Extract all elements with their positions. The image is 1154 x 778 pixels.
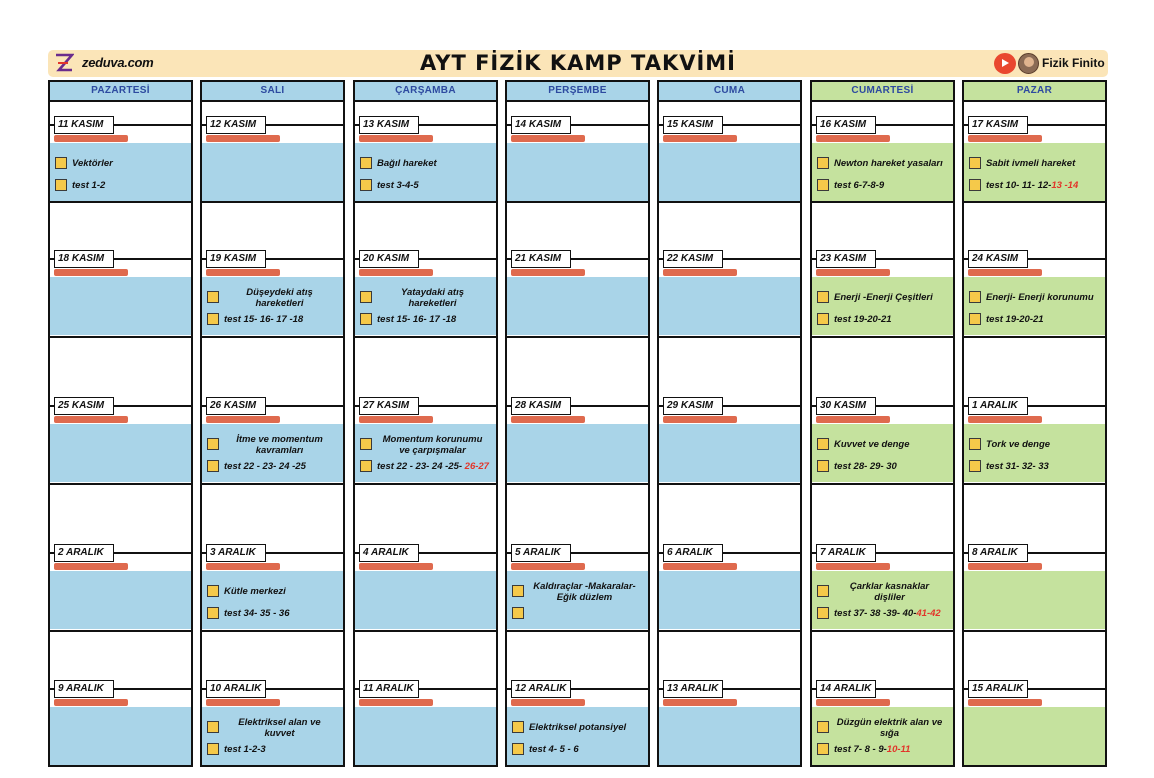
task-checkbox[interactable]	[817, 157, 829, 169]
date-label: 21 KASIM	[511, 250, 571, 268]
task-text-main: Tork ve denge	[986, 439, 1051, 450]
row-divider	[505, 630, 650, 632]
task-text-extra: 10-11	[886, 744, 911, 755]
row-divider	[200, 201, 345, 203]
row-divider	[810, 201, 955, 203]
task-checkbox[interactable]	[360, 291, 372, 303]
date-bar	[816, 135, 890, 142]
date-bar	[968, 416, 1042, 423]
task-text-main: test 22 - 23- 24 -25	[224, 461, 306, 472]
task-text-main: Elektriksel alan ve kuvvet	[238, 717, 321, 739]
date-bar	[816, 563, 890, 570]
task-checkbox[interactable]	[817, 721, 829, 733]
task-checkbox[interactable]	[55, 157, 67, 169]
row-divider	[657, 201, 802, 203]
date-label: 1 ARALIK	[968, 397, 1028, 415]
date-bar	[816, 416, 890, 423]
task-text-main: Düzgün elektrik alan ve sığa	[836, 717, 943, 739]
task-checkbox[interactable]	[512, 585, 524, 597]
task-text-main: Bağıl hareket	[377, 158, 437, 169]
date-label: 28 KASIM	[511, 397, 571, 415]
task-area	[964, 707, 1105, 765]
task-text-main: test 37- 38 -39- 40-	[834, 608, 917, 619]
task-text	[224, 717, 335, 739]
date-label: 20 KASIM	[359, 250, 419, 268]
date-bar	[359, 135, 433, 142]
task-text	[834, 608, 941, 619]
day-header-2: SALI	[200, 80, 345, 102]
task-text	[834, 180, 884, 191]
avatar	[1018, 53, 1039, 74]
date-bar	[206, 416, 280, 423]
task-checkbox[interactable]	[969, 291, 981, 303]
task-text-main: test 10- 11- 12-	[986, 180, 1052, 191]
task-checkbox[interactable]	[207, 743, 219, 755]
task-text-main: test 22 - 23- 24 -25-	[377, 461, 463, 472]
date-bar	[511, 699, 585, 706]
task-text	[834, 158, 943, 169]
row-divider	[48, 483, 193, 485]
task-text	[377, 180, 419, 191]
date-label: 25 KASIM	[54, 397, 114, 415]
task-checkbox[interactable]	[207, 460, 219, 472]
task-text-extra: 41-42	[916, 608, 941, 619]
date-label: 12 KASIM	[206, 116, 266, 134]
task-text-main: Elektriksel potansiyel	[529, 722, 627, 733]
task-area	[659, 707, 800, 765]
task-text-main: test 19-20-21	[986, 314, 1044, 325]
date-bar	[816, 699, 890, 706]
task-checkbox[interactable]	[360, 157, 372, 169]
task-text	[834, 439, 910, 450]
task-text	[377, 314, 456, 325]
task-text-main: İtme ve momentum kavramları	[236, 434, 323, 456]
row-divider	[657, 630, 802, 632]
task-text	[224, 461, 306, 472]
row-divider	[48, 336, 193, 338]
task-checkbox[interactable]	[817, 460, 829, 472]
task-checkbox[interactable]	[207, 607, 219, 619]
date-label: 13 KASIM	[359, 116, 419, 134]
task-text-main: test 1-2	[72, 180, 106, 191]
task-area	[507, 424, 648, 482]
task-area	[50, 571, 191, 629]
task-area	[964, 571, 1105, 629]
task-text-main: test 6-7-8-9	[834, 180, 885, 191]
task-text-main: test 19-20-21	[834, 314, 892, 325]
date-label: 15 KASIM	[663, 116, 723, 134]
task-text-main: test 15- 16- 17 -18	[224, 314, 304, 325]
task-checkbox[interactable]	[512, 743, 524, 755]
date-bar	[663, 699, 737, 706]
date-label: 4 ARALIK	[359, 544, 419, 562]
date-label: 9 ARALIK	[54, 680, 114, 698]
date-bar	[206, 135, 280, 142]
channel-name: Fizik Finito	[1042, 56, 1105, 70]
row-divider	[962, 630, 1107, 632]
task-checkbox[interactable]	[969, 179, 981, 191]
task-text-main: Çarklar kasnaklar dişliler	[849, 581, 930, 603]
task-text	[224, 608, 289, 619]
day-header-6: CUMARTESİ	[810, 80, 955, 102]
task-text	[529, 581, 640, 603]
day-header-1: PAZARTESİ	[48, 80, 193, 102]
task-checkbox[interactable]	[360, 460, 372, 472]
task-text-main: Yataydaki atış hareketleri	[400, 287, 465, 309]
task-text-main: Sabit ivmeli hareket	[986, 158, 1076, 169]
date-bar	[54, 563, 128, 570]
date-label: 29 KASIM	[663, 397, 723, 415]
row-divider	[962, 336, 1107, 338]
row-divider	[810, 630, 955, 632]
task-text	[224, 314, 303, 325]
date-label: 7 ARALIK	[816, 544, 876, 562]
date-bar	[206, 699, 280, 706]
row-divider	[657, 336, 802, 338]
date-label: 11 ARALIK	[359, 680, 419, 698]
task-text-main: test 34- 35 - 36	[224, 608, 290, 619]
task-checkbox[interactable]	[969, 460, 981, 472]
day-header-5: CUMA	[657, 80, 802, 102]
task-text	[986, 461, 1049, 472]
task-text-main: Kaldıraçlar -Makaralar- Eğik düzlem	[533, 581, 636, 603]
task-checkbox[interactable]	[969, 438, 981, 450]
task-text-extra: 13 -14	[1051, 180, 1079, 191]
task-area	[50, 277, 191, 335]
task-checkbox[interactable]	[207, 291, 219, 303]
task-area	[659, 571, 800, 629]
date-label: 19 KASIM	[206, 250, 266, 268]
task-text	[377, 287, 488, 309]
date-bar	[511, 269, 585, 276]
task-text	[224, 586, 286, 597]
task-area	[507, 707, 648, 765]
task-text	[377, 434, 488, 456]
task-text-main: test 3-4-5	[377, 180, 419, 191]
task-area	[355, 707, 496, 765]
task-text-main: test 28- 29- 30	[834, 461, 897, 472]
task-text	[986, 314, 1044, 325]
date-label: 22 KASIM	[663, 250, 723, 268]
task-area	[202, 571, 343, 629]
task-text	[224, 434, 335, 456]
task-text	[377, 158, 437, 169]
task-text	[834, 314, 892, 325]
date-label: 5 ARALIK	[511, 544, 571, 562]
date-bar	[54, 699, 128, 706]
task-text-main: test 7- 8 - 9-	[834, 744, 887, 755]
date-label: 8 ARALIK	[968, 544, 1028, 562]
task-area	[659, 277, 800, 335]
date-bar	[663, 135, 737, 142]
task-text-main: Enerji- Enerji korunumu	[986, 292, 1094, 303]
task-area	[812, 424, 953, 482]
date-bar	[359, 699, 433, 706]
row-divider	[810, 483, 955, 485]
task-text-main: Newton hareket yasaları	[834, 158, 943, 169]
date-label: 15 ARALIK	[968, 680, 1028, 698]
task-text	[986, 158, 1075, 169]
row-divider	[353, 483, 498, 485]
date-label: 10 ARALIK	[206, 680, 266, 698]
date-bar	[968, 699, 1042, 706]
task-area	[50, 424, 191, 482]
date-label: 27 KASIM	[359, 397, 419, 415]
task-text	[986, 180, 1078, 191]
task-area	[507, 143, 648, 201]
date-bar	[206, 269, 280, 276]
task-text-main: Momentum korunumu ve çarpışmalar	[382, 434, 483, 456]
task-area	[659, 143, 800, 201]
date-label: 14 KASIM	[511, 116, 571, 134]
task-text-extra: 26-27	[462, 461, 489, 472]
task-checkbox[interactable]	[512, 607, 524, 619]
task-area	[50, 143, 191, 201]
task-checkbox[interactable]	[360, 179, 372, 191]
task-checkbox[interactable]	[817, 291, 829, 303]
task-checkbox[interactable]	[207, 313, 219, 325]
task-area	[507, 277, 648, 335]
date-bar	[54, 269, 128, 276]
row-divider	[505, 336, 650, 338]
task-text	[529, 744, 579, 755]
task-text-main: Kuvvet ve denge	[834, 439, 910, 450]
date-label: 23 KASIM	[816, 250, 876, 268]
date-label: 13 ARALIK	[663, 680, 723, 698]
task-text	[529, 722, 626, 733]
date-bar	[359, 563, 433, 570]
date-label: 11 KASIM	[54, 116, 114, 134]
day-header-7: PAZAR	[962, 80, 1107, 102]
task-area	[812, 277, 953, 335]
task-text	[224, 287, 335, 309]
date-bar	[511, 135, 585, 142]
task-area	[50, 707, 191, 765]
date-bar	[511, 416, 585, 423]
task-checkbox[interactable]	[817, 438, 829, 450]
date-label: 2 ARALIK	[54, 544, 114, 562]
row-divider	[657, 483, 802, 485]
task-checkbox[interactable]	[360, 313, 372, 325]
row-divider	[962, 483, 1107, 485]
task-text	[834, 717, 945, 739]
row-divider	[810, 336, 955, 338]
task-checkbox[interactable]	[817, 313, 829, 325]
date-bar	[663, 563, 737, 570]
task-checkbox[interactable]	[817, 179, 829, 191]
row-divider	[505, 201, 650, 203]
task-area	[964, 143, 1105, 201]
task-area	[812, 143, 953, 201]
site-name: zeduva.com	[82, 55, 154, 70]
date-label: 30 KASIM	[816, 397, 876, 415]
date-label: 18 KASIM	[54, 250, 114, 268]
task-text	[72, 180, 105, 191]
task-checkbox[interactable]	[55, 179, 67, 191]
task-text	[72, 158, 113, 169]
date-label: 26 KASIM	[206, 397, 266, 415]
task-text-main: test 4- 5 - 6	[529, 744, 579, 755]
task-checkbox[interactable]	[207, 585, 219, 597]
row-divider	[962, 201, 1107, 203]
row-divider	[48, 201, 193, 203]
task-text	[834, 292, 933, 303]
header-banner	[48, 50, 1108, 77]
task-text	[834, 461, 897, 472]
date-bar	[968, 269, 1042, 276]
row-divider	[505, 483, 650, 485]
task-area	[355, 571, 496, 629]
date-bar	[359, 416, 433, 423]
task-text	[224, 744, 266, 755]
task-text-main: test 1-2-3	[224, 744, 266, 755]
task-area	[659, 424, 800, 482]
task-text-main: Vektörler	[72, 158, 113, 169]
date-bar	[359, 269, 433, 276]
row-divider	[200, 483, 345, 485]
task-text	[834, 744, 910, 755]
date-bar	[968, 563, 1042, 570]
date-bar	[206, 563, 280, 570]
task-area	[355, 143, 496, 201]
task-text-main: Enerji -Enerji Çeşitleri	[834, 292, 933, 303]
row-divider	[353, 336, 498, 338]
task-checkbox[interactable]	[817, 585, 829, 597]
task-checkbox[interactable]	[207, 721, 219, 733]
task-text	[834, 581, 945, 603]
row-divider	[200, 630, 345, 632]
task-text	[986, 292, 1094, 303]
row-divider	[200, 336, 345, 338]
task-area	[964, 277, 1105, 335]
task-area	[964, 424, 1105, 482]
task-checkbox[interactable]	[969, 157, 981, 169]
date-label: 16 KASIM	[816, 116, 876, 134]
row-divider	[353, 201, 498, 203]
page-title: AYT FİZİK KAMP TAKVİMİ	[420, 51, 736, 75]
task-checkbox[interactable]	[207, 438, 219, 450]
task-checkbox[interactable]	[360, 438, 372, 450]
task-text-main: Düşeydeki atış hareketleri	[246, 287, 313, 309]
date-label: 24 KASIM	[968, 250, 1028, 268]
date-bar	[54, 135, 128, 142]
date-label: 12 ARALIK	[511, 680, 571, 698]
date-bar	[663, 269, 737, 276]
task-area	[202, 143, 343, 201]
date-bar	[816, 269, 890, 276]
date-label: 17 KASIM	[968, 116, 1028, 134]
date-bar	[54, 416, 128, 423]
row-divider	[353, 630, 498, 632]
task-text	[377, 461, 489, 472]
row-divider	[48, 630, 193, 632]
date-bar	[663, 416, 737, 423]
day-header-4: PERŞEMBE	[505, 80, 650, 102]
date-bar	[511, 563, 585, 570]
task-checkbox[interactable]	[512, 721, 524, 733]
task-text-main: test 15- 16- 17 -18	[377, 314, 457, 325]
task-checkbox[interactable]	[969, 313, 981, 325]
date-label: 3 ARALIK	[206, 544, 266, 562]
youtube-icon	[994, 53, 1016, 74]
date-bar	[968, 135, 1042, 142]
date-label: 14 ARALIK	[816, 680, 876, 698]
task-text-main: test 31- 32- 33	[986, 461, 1049, 472]
date-label: 6 ARALIK	[663, 544, 723, 562]
day-header-3: ÇARŞAMBA	[353, 80, 498, 102]
task-text	[986, 439, 1050, 450]
task-text-main: Kütle merkezi	[224, 586, 286, 597]
task-checkbox[interactable]	[817, 743, 829, 755]
task-checkbox[interactable]	[817, 607, 829, 619]
